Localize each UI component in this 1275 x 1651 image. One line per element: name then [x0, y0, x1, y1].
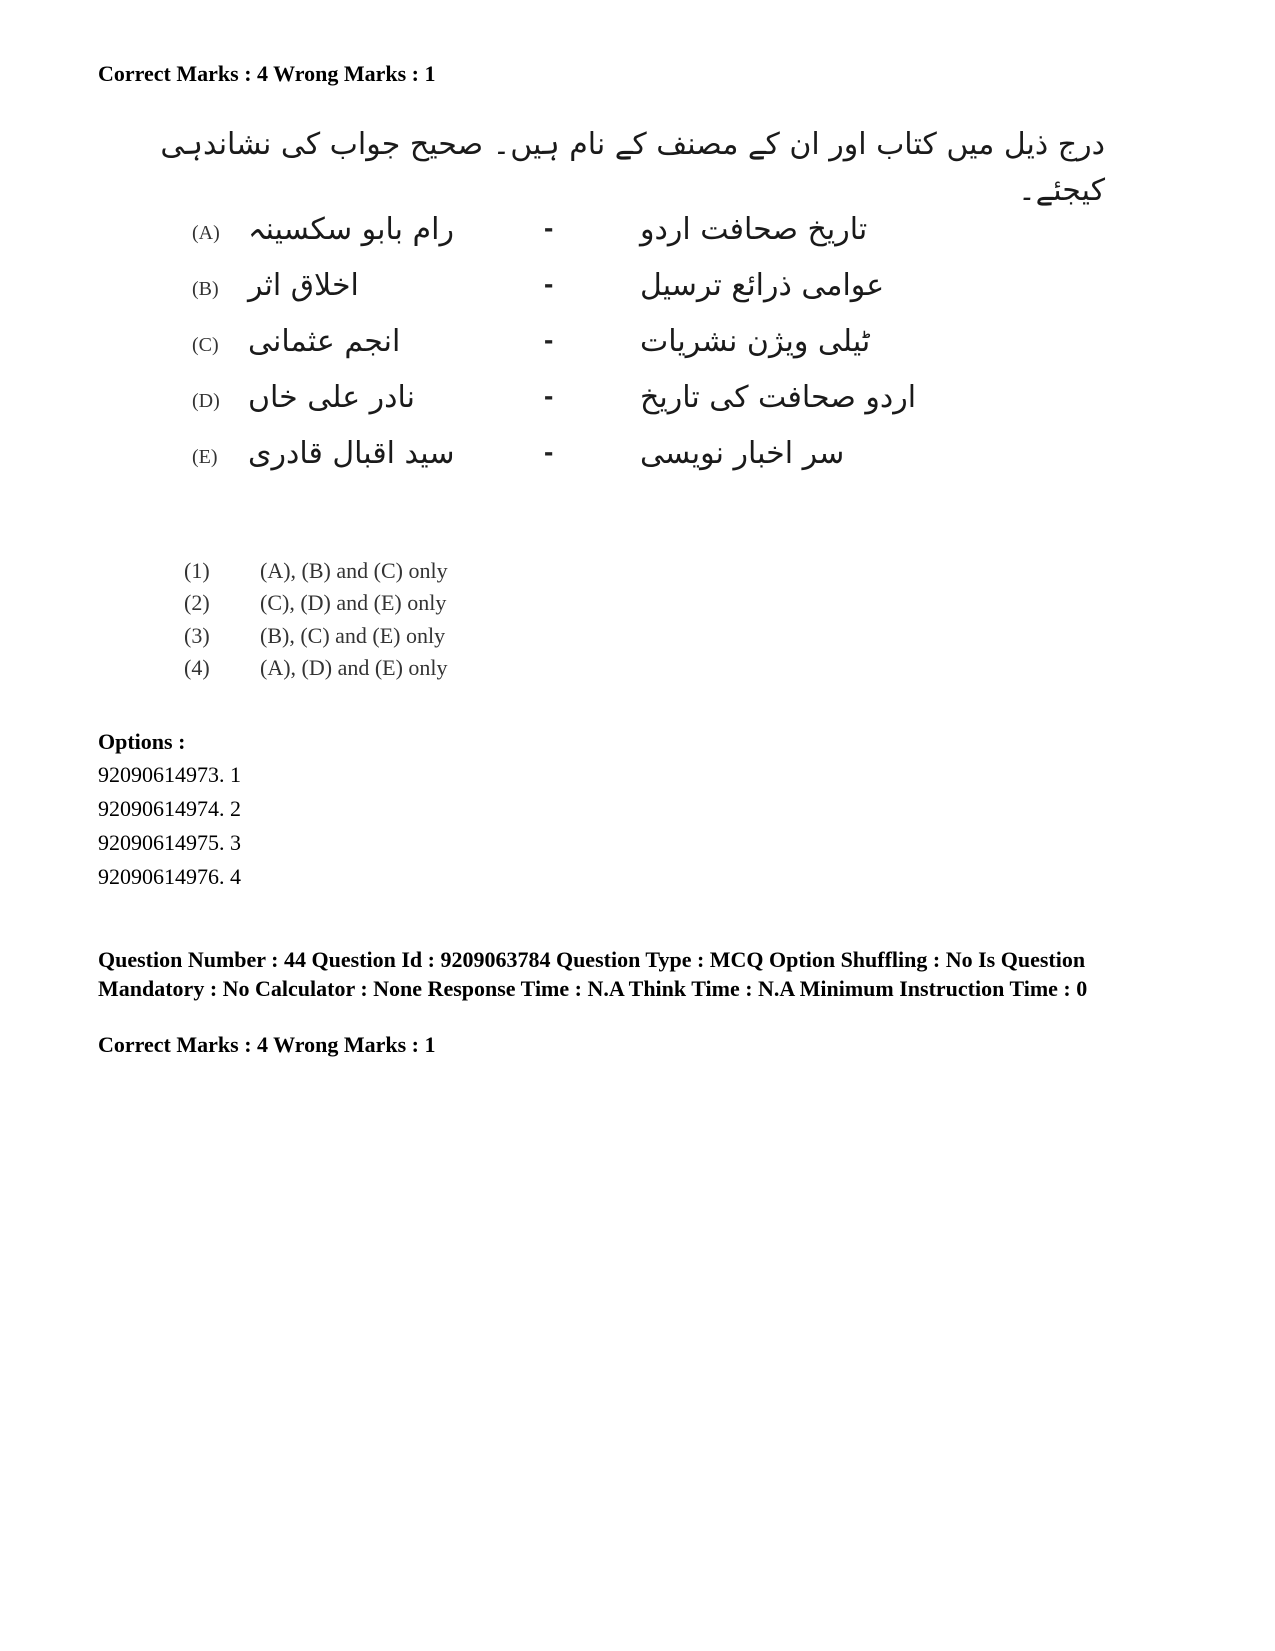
- next-correct-wrong-marks: Correct Marks : 4 Wrong Marks : 1: [98, 1032, 436, 1057]
- pair-label: (A): [192, 222, 220, 244]
- pair-author: سید اقبال قادری: [248, 436, 455, 471]
- pair-label: (B): [192, 278, 219, 300]
- answer-choice-1: [0, 556, 1275, 588]
- answer-choice-3: [0, 621, 1275, 653]
- pair-book: تاریخ صحافت اردو: [640, 212, 868, 247]
- pair-author: انجم عثمانی: [248, 324, 401, 359]
- option-id-2: 92090614974. 2: [98, 796, 241, 821]
- pair-book: اردو صحافت کی تاریخ: [640, 380, 917, 415]
- option-id-1: 92090614973. 1: [98, 762, 241, 787]
- match-row-a: [0, 208, 1275, 266]
- pair-author: نادر علی خاں: [248, 380, 415, 415]
- choice-text: (A), (D) and (E) only: [260, 655, 448, 680]
- option-id-3: 92090614975. 3: [98, 830, 241, 855]
- choice-text: (C), (D) and (E) only: [260, 590, 447, 615]
- match-row-c: [0, 320, 1275, 378]
- match-row-e: [0, 432, 1275, 490]
- choice-number: (2): [184, 590, 210, 615]
- pair-separator: -: [544, 212, 554, 243]
- answer-choice-2: [0, 588, 1275, 620]
- question-metadata: Question Number : 44 Question Id : 9209063784 Question Type : MCQ Option Shuffling : No Is Question Mandatory : No Calculator : None Response Time : N.A Think Time : N.A Minimum Instruction Time : 0: [98, 947, 1088, 1001]
- pair-book: عوامی ذرائع ترسیل: [640, 268, 885, 303]
- pair-author: رام بابو سکسینہ: [248, 212, 454, 247]
- correct-wrong-marks: Correct Marks : 4 Wrong Marks : 1: [98, 61, 436, 86]
- pair-book: ٹیلی ویژن نشریات: [640, 324, 871, 359]
- match-row-b: [0, 264, 1275, 322]
- choice-text: (A), (B) and (C) only: [260, 558, 448, 583]
- choice-number: (1): [184, 558, 210, 583]
- option-id-4: 92090614976. 4: [98, 864, 241, 889]
- answer-choice-4: [0, 653, 1275, 685]
- pair-label: (E): [192, 446, 218, 468]
- match-row-d: [0, 376, 1275, 434]
- question-stem: درج ذیل میں کتاب اور ان کے مصنف کے نام ہیں۔ صحیح جواب کی نشاندہی کیجئے۔: [160, 127, 1105, 208]
- pair-author: اخلاق اثر: [248, 268, 359, 303]
- choice-text: (B), (C) and (E) only: [260, 623, 446, 648]
- pair-separator: -: [544, 436, 554, 467]
- options-heading: Options :: [98, 729, 186, 754]
- pair-book: سر اخبار نویسی: [640, 436, 845, 471]
- pair-separator: -: [544, 380, 554, 411]
- choice-number: (3): [184, 623, 210, 648]
- pair-label: (D): [192, 390, 220, 412]
- pair-separator: -: [544, 324, 554, 355]
- pair-label: (C): [192, 334, 219, 356]
- pair-separator: -: [544, 268, 554, 299]
- choice-number: (4): [184, 655, 210, 680]
